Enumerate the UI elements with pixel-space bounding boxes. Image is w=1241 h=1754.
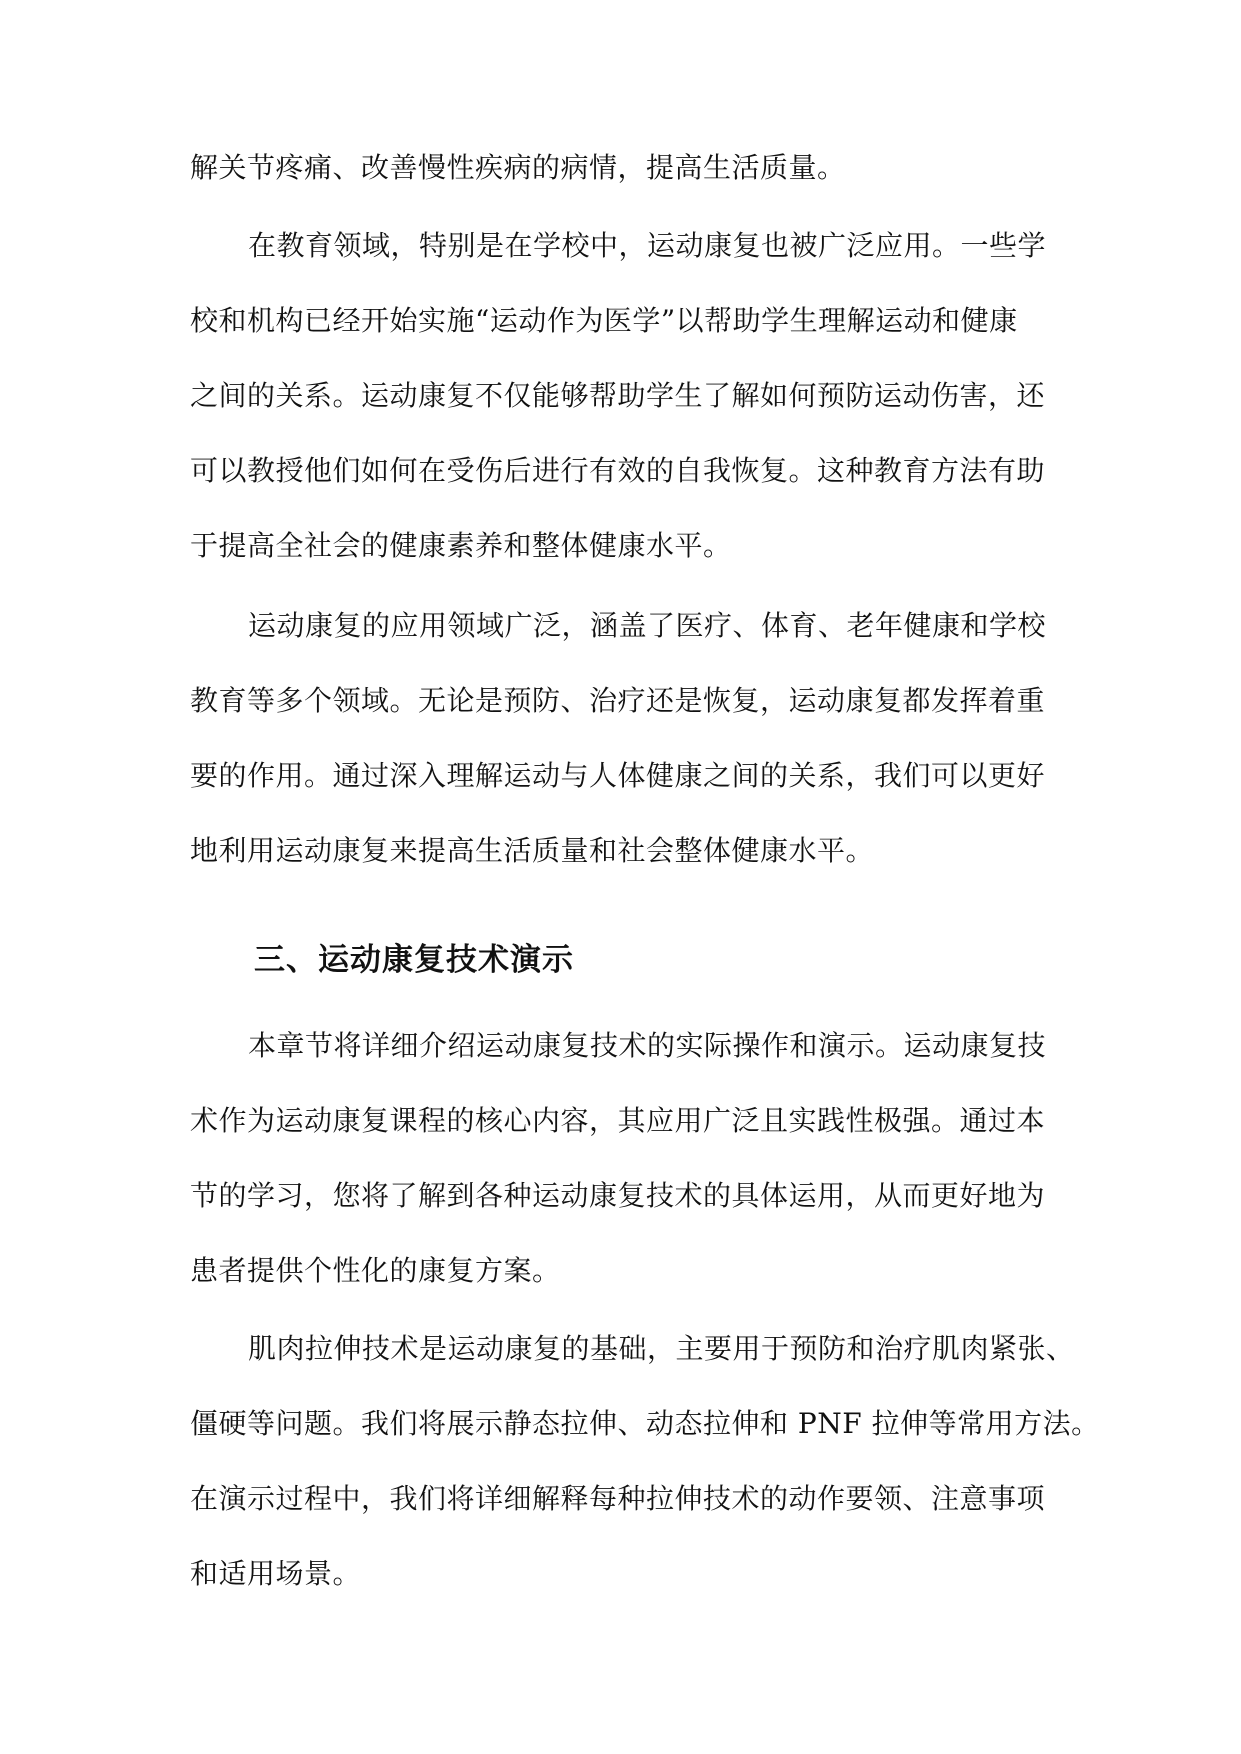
paragraph-line: 僵硬等问题。我们将展示静态拉伸、动态拉伸和 PNF 拉伸等常用方法。 <box>190 1407 1100 1440</box>
section-heading: 三、运动康复技术演示 <box>254 942 574 978</box>
paragraph-line: 和适用场景。 <box>190 1557 362 1590</box>
paragraph-line: 运动康复的应用领域广泛，涵盖了医疗、体育、老年健康和学校 <box>248 609 1047 642</box>
paragraph-line: 节的学习，您将了解到各种运动康复技术的具体运用，从而更好地为 <box>190 1179 1046 1212</box>
paragraph-line: 要的作用。通过深入理解运动与人体健康之间的关系，我们可以更好 <box>190 759 1046 792</box>
paragraph-line: 术作为运动康复课程的核心内容，其应用广泛且实践性极强。通过本 <box>190 1104 1046 1137</box>
paragraph-line: 于提高全社会的健康素养和整体健康水平。 <box>190 529 732 562</box>
paragraph-line: 地利用运动康复来提高生活质量和社会整体健康水平。 <box>190 834 875 867</box>
paragraph-line: 可以教授他们如何在受伤后进行有效的自我恢复。这种教育方法有助 <box>190 454 1046 487</box>
paragraph-line: 患者提供个性化的康复方案。 <box>190 1254 561 1287</box>
paragraph-line: 之间的关系。运动康复不仅能够帮助学生了解如何预防运动伤害，还 <box>190 379 1046 412</box>
paragraph-line: 在演示过程中，我们将详细解释每种拉伸技术的动作要领、注意事项 <box>190 1482 1046 1515</box>
paragraph-line: 教育等多个领域。无论是预防、治疗还是恢复，运动康复都发挥着重 <box>190 684 1046 717</box>
paragraph-line: 校和机构已经开始实施“运动作为医学”以帮助学生理解运动和健康 <box>190 304 1018 337</box>
paragraph-line: 在教育领域，特别是在学校中，运动康复也被广泛应用。一些学 <box>248 229 1047 262</box>
paragraph-line: 本章节将详细介绍运动康复技术的实际操作和演示。运动康复技 <box>248 1029 1047 1062</box>
paragraph-line: 解关节疼痛、改善慢性疾病的病情，提高生活质量。 <box>190 151 846 184</box>
paragraph-line: 肌肉拉伸技术是运动康复的基础，主要用于预防和治疗肌肉紧张、 <box>248 1332 1075 1365</box>
